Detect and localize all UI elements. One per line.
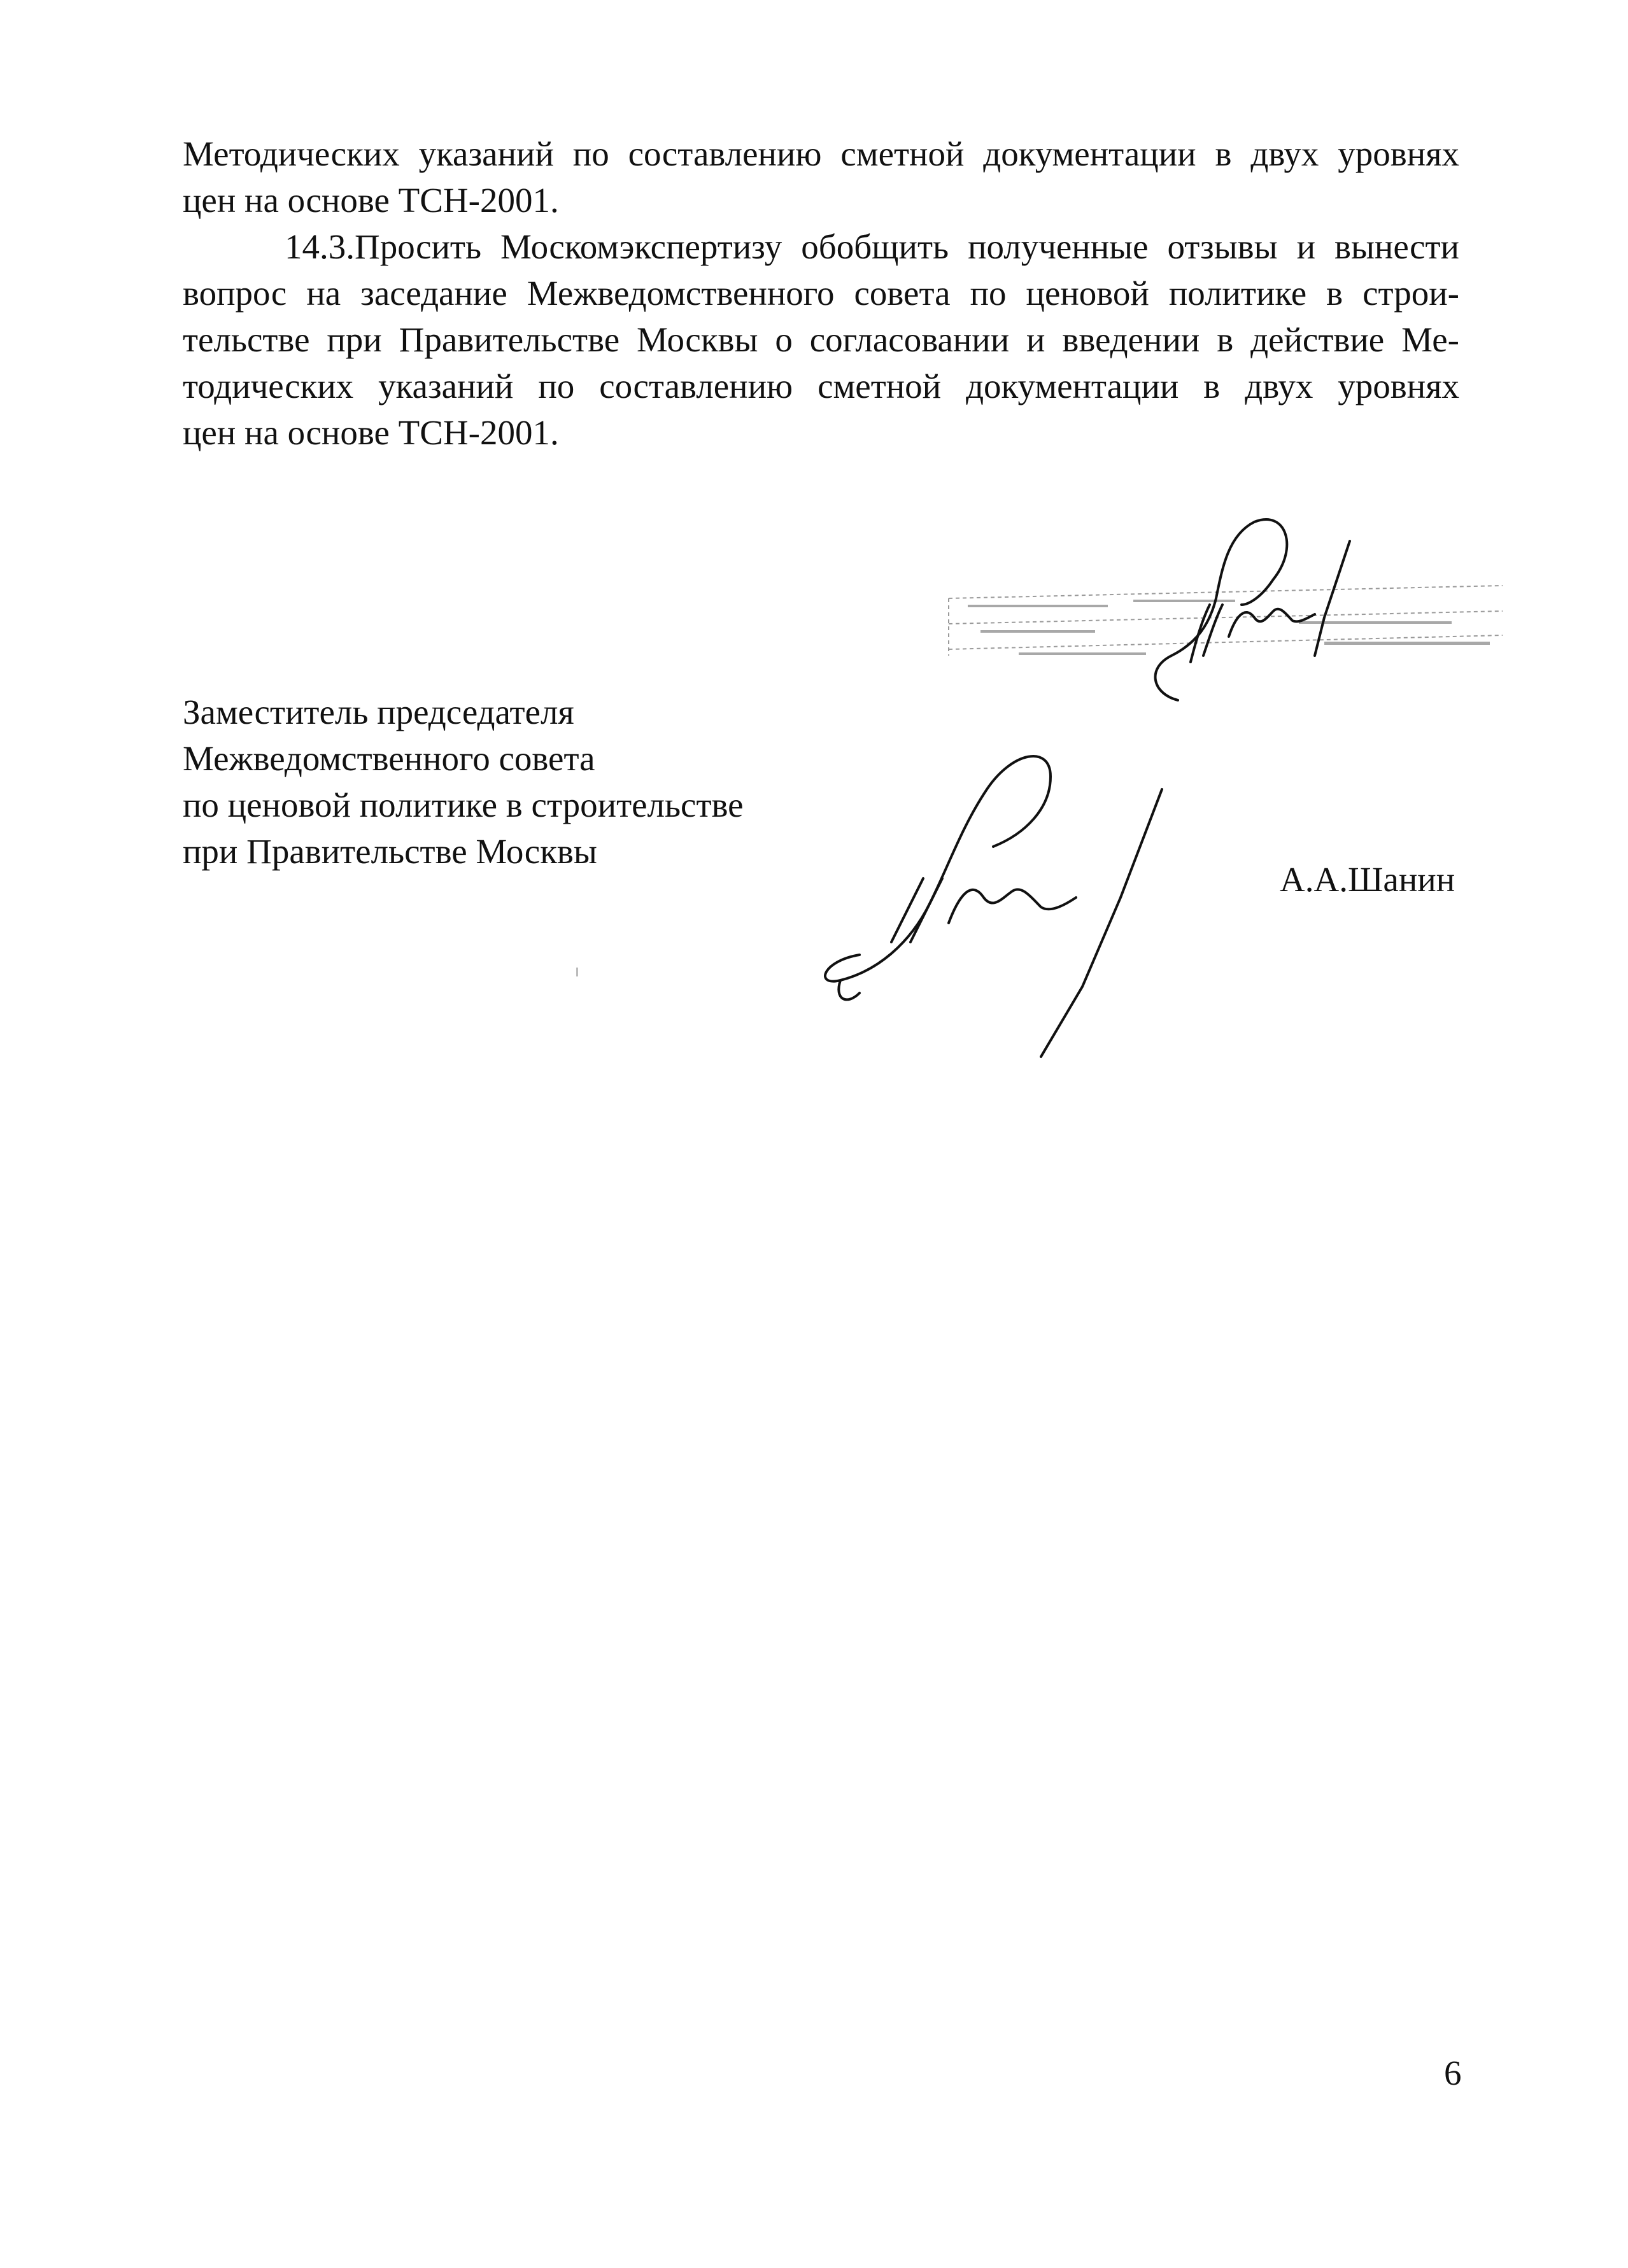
signature-small	[1133, 509, 1363, 719]
signatory-title-line: по ценовой политике в строительстве	[183, 785, 744, 824]
body-line: Методических указаний по составлению сметной документации в двух уровнях	[183, 134, 1459, 173]
body-line: цен на основе ТСН-2001.	[183, 413, 559, 452]
body-line-paragraph-start: 14.3.Просить Москомэкспертизу обобщить полученные отзывы и вынести	[285, 227, 1459, 266]
signatory-title-line: Межведомственного совета	[183, 739, 595, 778]
scan-artifact	[576, 968, 578, 976]
page-number: 6	[1444, 2053, 1462, 2092]
signatory-title-line: при Правительстве Москвы	[183, 832, 597, 871]
body-line: вопрос на заседание Межведомственного совета по ценовой политике в строи-	[183, 274, 1459, 313]
body-text	[183, 130, 1459, 456]
body-line: тодических указаний по составлению сметной документации в двух уровнях	[183, 367, 1459, 405]
signatory-title-line: Заместитель председателя	[183, 693, 574, 731]
body-line: тельстве при Правительстве Москвы о согласовании и введении в действие Ме-	[183, 320, 1459, 359]
signatory-title	[183, 689, 744, 875]
body-line: цен на основе ТСН-2001.	[183, 181, 559, 220]
signature-main	[821, 732, 1191, 1063]
signatory-name: А.А.Шанин	[1280, 860, 1455, 899]
